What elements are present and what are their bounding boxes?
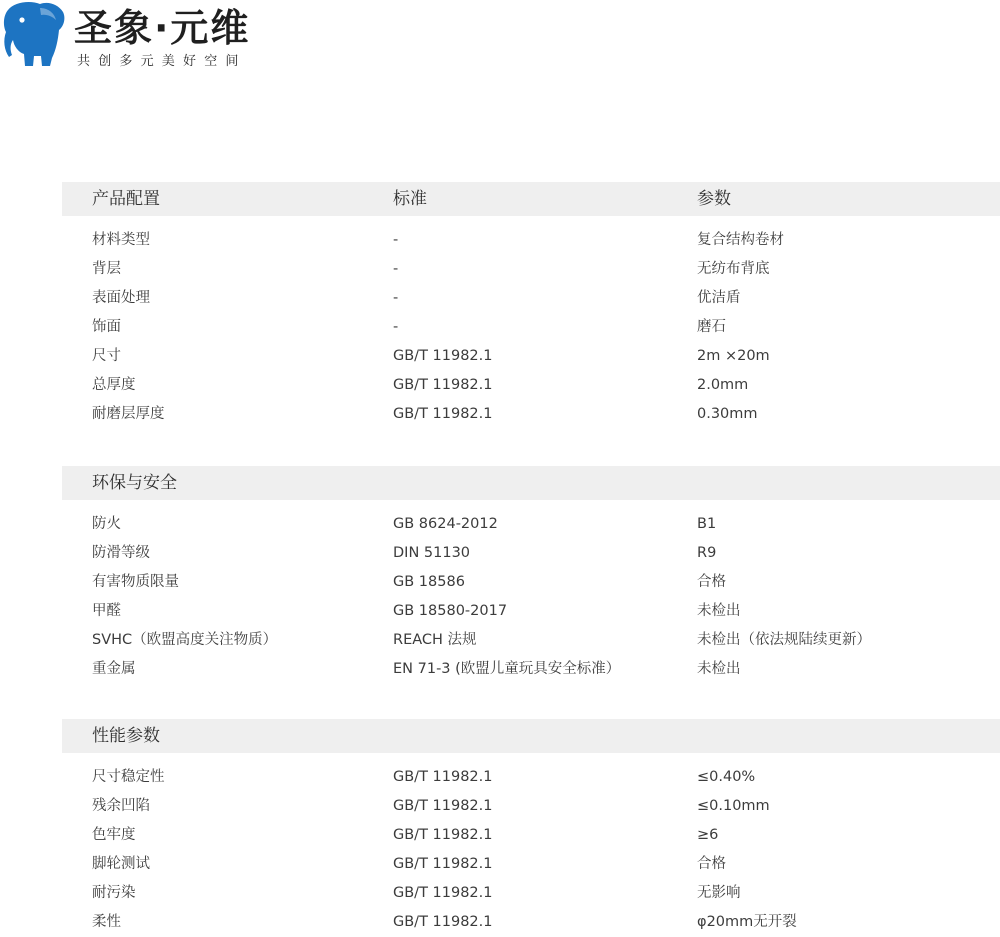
section-header xyxy=(62,182,1000,216)
table-row xyxy=(62,371,1000,400)
spec-section xyxy=(62,719,1000,937)
spec-item: 材料类型 xyxy=(92,232,150,248)
spec-rows xyxy=(62,510,1000,684)
table-row xyxy=(62,313,1000,342)
spec-item: 甲醛 xyxy=(92,603,121,619)
spec-value: ≤0.10mm xyxy=(697,798,770,814)
spec-value: ≤0.40% xyxy=(697,769,756,785)
table-row xyxy=(62,792,1000,821)
spec-value: ≥6 xyxy=(697,827,719,843)
spec-standard: - xyxy=(393,232,399,248)
spec-value: φ20mm无开裂 xyxy=(697,914,797,930)
spec-standard: REACH 法规 xyxy=(393,632,477,648)
spec-item: 防火 xyxy=(92,516,121,532)
spec-value: 未检出 xyxy=(697,603,741,619)
spec-standard: GB 18580-2017 xyxy=(393,603,508,619)
spec-value: 无影响 xyxy=(697,885,741,901)
spec-section xyxy=(62,182,1000,429)
section-header xyxy=(62,466,1000,500)
table-row xyxy=(62,879,1000,908)
column-header: 参数 xyxy=(697,189,731,209)
table-row xyxy=(62,510,1000,539)
column-header: 标准 xyxy=(393,189,427,209)
spec-value: 2.0mm xyxy=(697,377,749,393)
spec-item: 脚轮测试 xyxy=(92,856,150,872)
elephant-icon xyxy=(0,0,66,68)
table-row xyxy=(62,655,1000,684)
table-row xyxy=(62,539,1000,568)
spec-value: 合格 xyxy=(697,574,726,590)
spec-standard: GB/T 11982.1 xyxy=(393,856,493,872)
table-row xyxy=(62,626,1000,655)
spec-item: 尺寸稳定性 xyxy=(92,769,165,785)
spec-standard: GB/T 11982.1 xyxy=(393,406,493,422)
table-row xyxy=(62,908,1000,937)
spec-item: 背层 xyxy=(92,261,121,277)
spec-standard: GB/T 11982.1 xyxy=(393,348,493,364)
spec-value: 0.30mm xyxy=(697,406,758,422)
spec-item: 耐磨层厚度 xyxy=(92,406,165,422)
spec-standard: GB/T 11982.1 xyxy=(393,914,493,930)
spec-standard: - xyxy=(393,261,399,277)
table-row xyxy=(62,597,1000,626)
spec-value: B1 xyxy=(697,516,717,532)
spec-standard: - xyxy=(393,319,399,335)
spec-value: 优洁盾 xyxy=(697,290,741,306)
spec-value: 无纺布背底 xyxy=(697,261,770,277)
spec-value: 复合结构卷材 xyxy=(697,232,784,248)
spec-standard: GB/T 11982.1 xyxy=(393,798,493,814)
spec-item: 残余凹陷 xyxy=(92,798,150,814)
spec-value: R9 xyxy=(697,545,717,561)
spec-value: 合格 xyxy=(697,856,726,872)
spec-item: 尺寸 xyxy=(92,348,121,364)
section-title: 产品配置 xyxy=(92,189,160,209)
spec-standard: DIN 51130 xyxy=(393,545,471,561)
spec-item: 色牢度 xyxy=(92,827,136,843)
spec-item: 重金属 xyxy=(92,661,136,677)
spec-item: 耐污染 xyxy=(92,885,136,901)
table-row xyxy=(62,821,1000,850)
section-title: 环保与安全 xyxy=(92,473,177,493)
table-row xyxy=(62,342,1000,371)
table-row xyxy=(62,568,1000,597)
spec-standard: GB 8624-2012 xyxy=(393,516,498,532)
table-row xyxy=(62,255,1000,284)
spec-item: 柔性 xyxy=(92,914,121,930)
brand-tagline: 共创多元美好空间 xyxy=(77,54,247,69)
table-row xyxy=(62,763,1000,792)
table-row xyxy=(62,284,1000,313)
table-row xyxy=(62,226,1000,255)
spec-rows xyxy=(62,226,1000,429)
spec-standard: - xyxy=(393,290,399,306)
spec-value: 2m ×20m xyxy=(697,348,770,364)
brand-logo xyxy=(0,0,300,80)
brand-name: 圣象·元维 xyxy=(74,6,251,50)
spec-value: 未检出 xyxy=(697,661,741,677)
spec-rows xyxy=(62,763,1000,937)
spec-value: 磨石 xyxy=(697,319,726,335)
spec-item: SVHC（欧盟高度关注物质） xyxy=(92,632,278,648)
spec-standard: GB/T 11982.1 xyxy=(393,885,493,901)
spec-item: 总厚度 xyxy=(92,377,136,393)
spec-standard: GB/T 11982.1 xyxy=(393,769,493,785)
spec-standard: EN 71-3 (欧盟儿童玩具安全标准） xyxy=(393,661,621,677)
spec-item: 有害物质限量 xyxy=(92,574,179,590)
spec-item: 防滑等级 xyxy=(92,545,150,561)
table-row xyxy=(62,400,1000,429)
spec-standard: GB 18586 xyxy=(393,574,465,590)
spec-item: 表面处理 xyxy=(92,290,150,306)
spec-item: 饰面 xyxy=(92,319,121,335)
spec-standard: GB/T 11982.1 xyxy=(393,377,493,393)
spec-section xyxy=(62,466,1000,684)
section-header xyxy=(62,719,1000,753)
spec-standard: GB/T 11982.1 xyxy=(393,827,493,843)
spec-value: 未检出（依法规陆续更新） xyxy=(697,632,871,648)
section-title: 性能参数 xyxy=(92,726,160,746)
table-row xyxy=(62,850,1000,879)
